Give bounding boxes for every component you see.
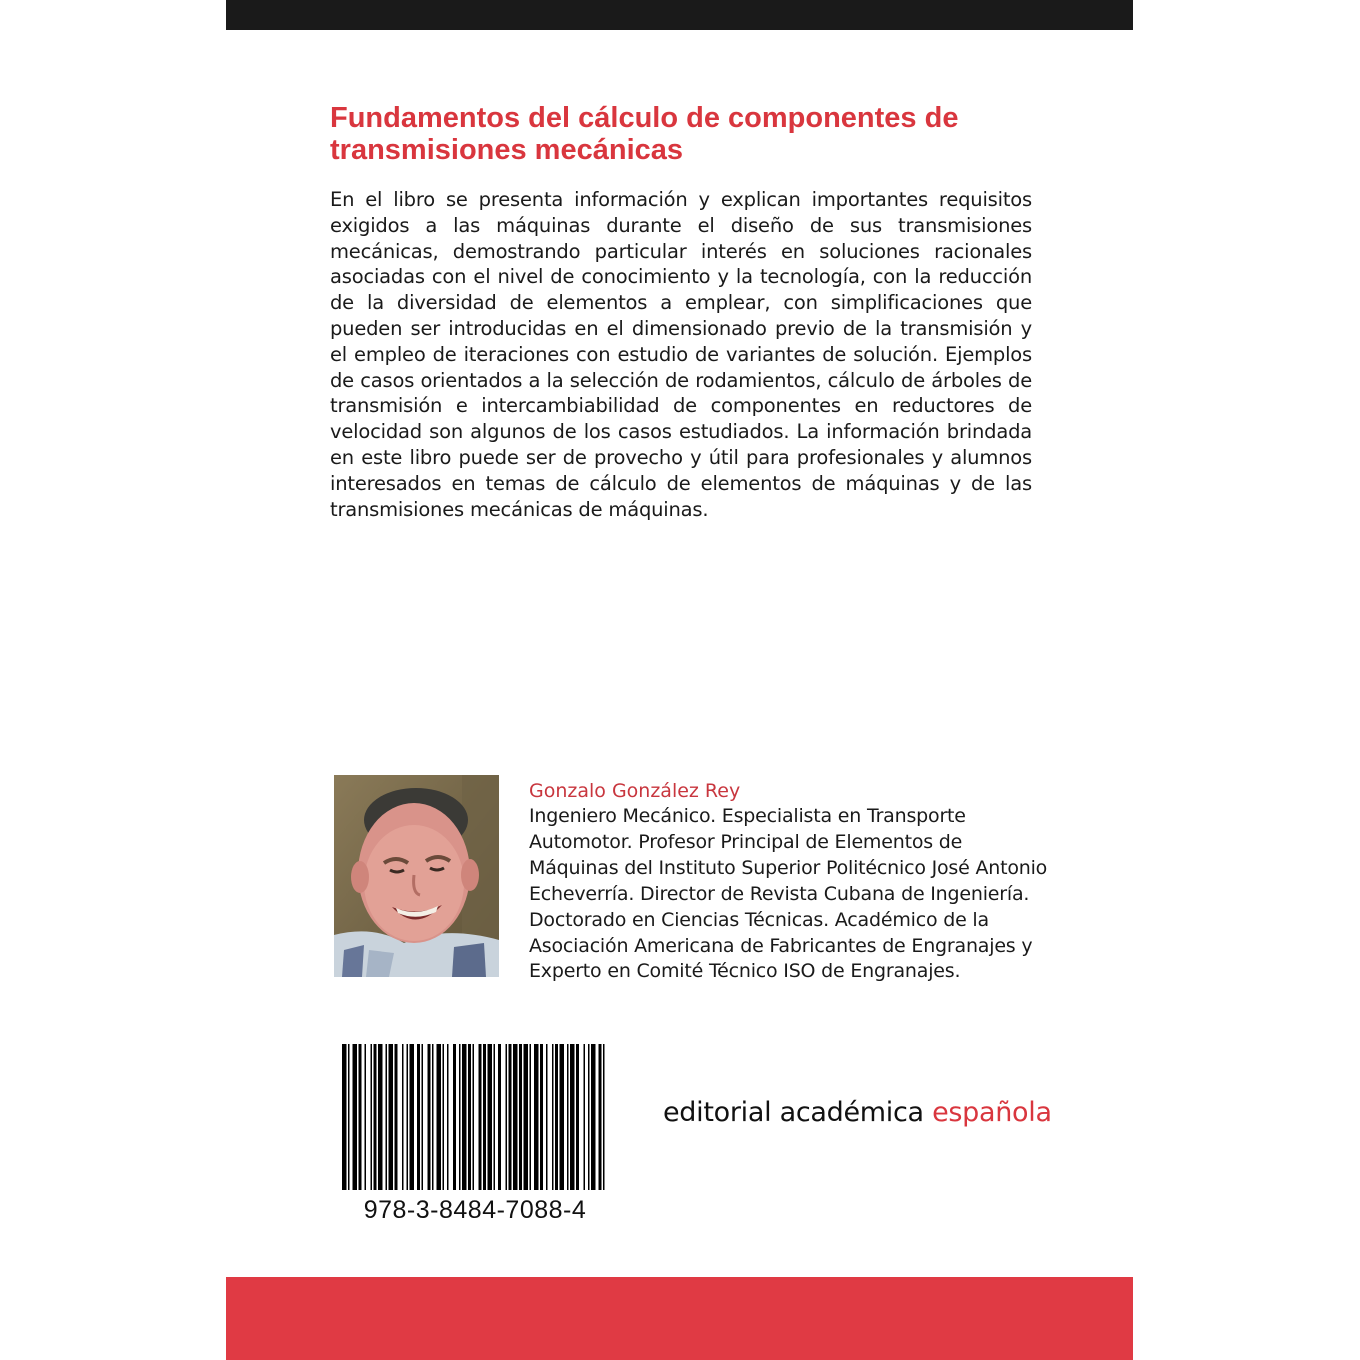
- barcode-bar: [428, 1044, 431, 1190]
- barcode-bar: [588, 1044, 590, 1190]
- barcode-bar: [437, 1044, 442, 1190]
- barcode-bar: [407, 1044, 409, 1190]
- barcode-bar: [378, 1044, 383, 1190]
- barcode-bar: [591, 1044, 596, 1190]
- barcode-bar: [552, 1044, 554, 1190]
- barcode-bar: [509, 1044, 512, 1190]
- barcode-bar: [506, 1044, 508, 1190]
- barcode-bar: [459, 1044, 461, 1190]
- barcode-bar: [348, 1044, 350, 1190]
- author-name: Gonzalo González Rey: [529, 780, 741, 802]
- barcode-bar: [479, 1044, 482, 1190]
- barcode-bar: [560, 1044, 565, 1190]
- barcode-bar: [599, 1044, 602, 1190]
- barcode: [342, 1044, 608, 1190]
- barcode-bar: [603, 1044, 605, 1190]
- barcode-bar: [540, 1044, 543, 1190]
- barcode-bar: [402, 1044, 404, 1190]
- publisher-logo: [663, 1096, 1052, 1130]
- barcode-bar: [395, 1044, 398, 1190]
- publisher-name-part1: editorial académica: [663, 1097, 924, 1128]
- author-photo: [334, 775, 499, 977]
- barcode-bar: [371, 1044, 373, 1190]
- barcode-bar: [443, 1044, 445, 1190]
- barcode-bar: [513, 1044, 518, 1190]
- publisher-name-part2: española: [932, 1097, 1052, 1128]
- barcode-bar: [483, 1044, 486, 1190]
- barcode-bar: [498, 1044, 501, 1190]
- barcode-bar: [353, 1044, 358, 1190]
- barcode-bar: [567, 1044, 569, 1190]
- barcode-bar: [374, 1044, 377, 1190]
- barcode-bar: [524, 1044, 529, 1190]
- author-bio: Ingeniero Mecánico. Especialista en Transporte Automotor. Profesor Principal de Elementos de Máquinas del Instituto Superior Politécnico José Antonio Echeverría. Director de Revista Cubana de Ingeniería. Doctorado en Ciencias Técnicas. Académico de la Asociación Americana de Fabricantes de Engranajes y Experto en Comité Técnico ISO de Engranajes.: [529, 805, 1048, 983]
- barcode-bar: [386, 1044, 388, 1190]
- barcode-bar: [530, 1044, 532, 1190]
- barcode-bar: [584, 1044, 586, 1190]
- barcode-bar: [342, 1044, 347, 1190]
- barcode-bar: [519, 1044, 522, 1190]
- top-band: [226, 0, 1133, 30]
- barcode-bar: [417, 1044, 420, 1190]
- barcode-bar: [389, 1044, 394, 1190]
- barcode-bar: [488, 1044, 493, 1190]
- barcode-bar: [570, 1044, 575, 1190]
- book-description: En el libro se presenta información y explican importantes requisitos exigidos a las máquinas durante el diseño de sus transmisiones mecánicas, demostrando particular interés en soluciones racionales asociadas con el nivel de conocimiento y la tecnología, con la reducción de la diversidad de elementos a emplear, con simplificaciones que pueden ser introducidas en el dimensionado previo de la transmisión y el empleo de iteraciones con estudio de variantes de solución. Ejemplos de casos orientados a la selección de rodamientos, cálculo de árboles de transmisión e intercambiabilidad de componentes en reductores de velocidad son algunos de los casos estudiados. La información brindada en este libro puede ser de provecho y útil para profesionales y alumnos interesados en temas de cálculo de elementos de máquinas y de las transmisiones mecánicas de máquinas.: [330, 188, 1032, 521]
- barcode-bar: [410, 1044, 415, 1190]
- barcode-bar: [462, 1044, 467, 1190]
- barcode-bar: [422, 1044, 424, 1190]
- book-title: Fundamentos del cálculo de componentes de transmisiones mecánicas: [330, 102, 959, 166]
- bottom-band: [226, 1277, 1133, 1360]
- barcode-bar: [494, 1044, 496, 1190]
- barcode-bar: [359, 1044, 362, 1190]
- barcode-bar: [546, 1044, 548, 1190]
- barcode-bar: [453, 1044, 456, 1190]
- barcode-bar: [365, 1044, 367, 1190]
- barcode-bar: [468, 1044, 471, 1190]
- barcode-bar: [432, 1044, 434, 1190]
- isbn-number: 978-3-8484-7088-4: [363, 1196, 587, 1224]
- barcode-bar: [576, 1044, 579, 1190]
- book-back-cover: [226, 0, 1133, 1360]
- barcode-bar: [447, 1044, 449, 1190]
- barcode-bar: [473, 1044, 475, 1190]
- barcode-bar: [555, 1044, 558, 1190]
- barcode-bar: [534, 1044, 539, 1190]
